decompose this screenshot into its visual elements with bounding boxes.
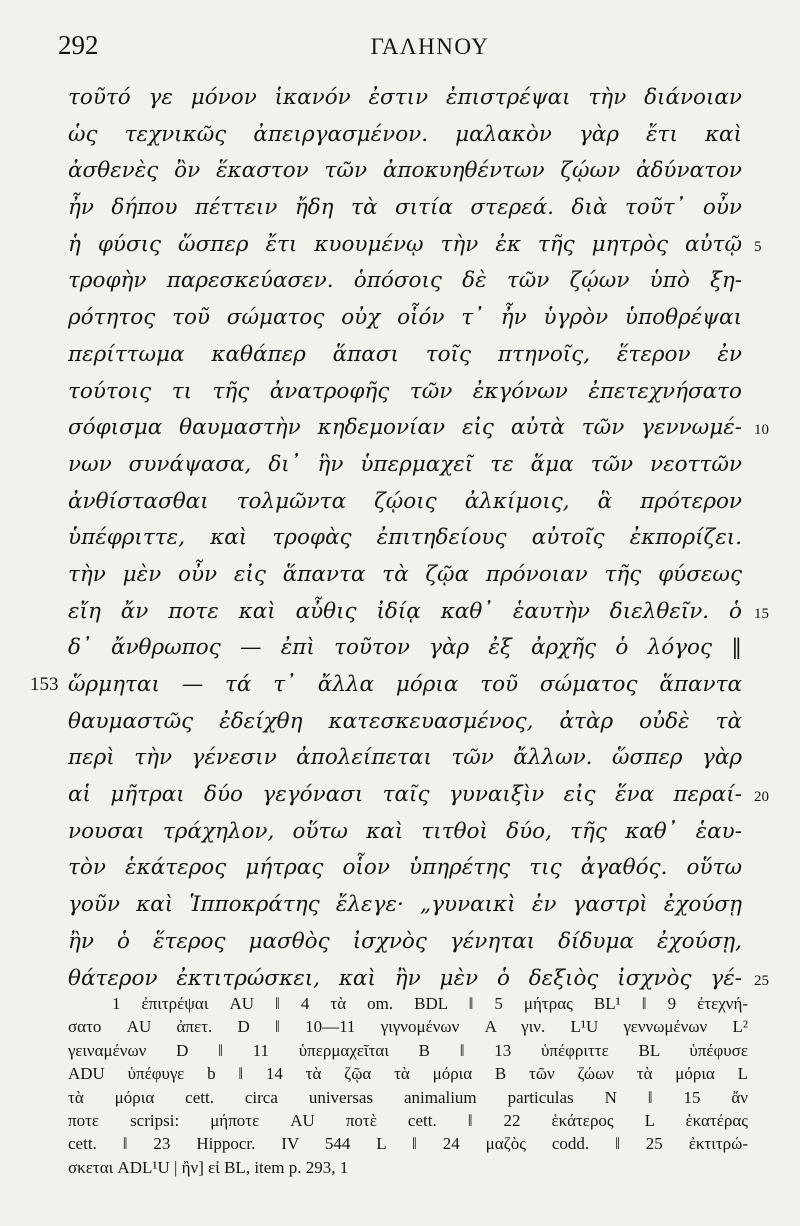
apparatus-text: ποτε scripsi: μήποτε AU ποτὲ cett. ‖ 22 ἑκάτερος L ἑκατέρας bbox=[68, 1110, 748, 1130]
text-line bbox=[0, 814, 800, 851]
main-text bbox=[0, 80, 800, 997]
line-number: 10 bbox=[754, 422, 769, 439]
line-text: ρότητος τοῦ σώματος οὐχ οἷόν τ᾽ ἦν ὑγρὸν ὑποθρέψαι bbox=[68, 305, 742, 331]
text-line bbox=[0, 190, 800, 227]
apparatus-line bbox=[0, 1132, 800, 1155]
text-line bbox=[0, 374, 800, 411]
text-line bbox=[0, 117, 800, 154]
page-header bbox=[0, 28, 800, 68]
line-text: δ᾽ ἄνθρωπος — ἐπὶ τοῦτον γὰρ ἐξ ἀρχῆς ὁ λόγος ‖ bbox=[68, 635, 742, 661]
line-number: 20 bbox=[754, 789, 769, 806]
apparatus-line bbox=[0, 1039, 800, 1062]
line-text: γοῦν καὶ Ἱπποκράτης ἔλεγε· „γυναικὶ ἐν γαστρὶ ἐχούσῃ bbox=[68, 892, 742, 918]
line-text: αἱ μῆτραι δύο γεγόνασι ταῖς γυναιξὶν εἰς ἕνα περαί- bbox=[68, 782, 742, 808]
text-line bbox=[0, 227, 800, 264]
text-line bbox=[0, 740, 800, 777]
line-number: 25 bbox=[754, 972, 769, 989]
line-text: νουσαι τράχηλον, οὕτω καὶ τιτθοὶ δύο, τῆς καθ᾽ ἑαυ- bbox=[68, 818, 742, 844]
apparatus-text: σκεται ADL¹U | ἢν] εἰ BL, item p. 293, 1 bbox=[68, 1157, 349, 1177]
text-line bbox=[0, 667, 800, 704]
line-text: ἦν δήπου πέττειν ἤδη τὰ σιτία στερεά. διὰ τοῦτ᾽ οὖν bbox=[68, 195, 742, 221]
text-line bbox=[0, 300, 800, 337]
line-text: νων συνάψασα, δι᾽ ἣν ὑπερμαχεῖ τε ἅμα τῶν νεοττῶν bbox=[68, 451, 742, 477]
line-text: ὡς τεχνικῶς ἀπειργασμένον. μαλακὸν γὰρ ἔτι καὶ bbox=[68, 121, 742, 147]
line-text: τούτοις τι τῆς ἀνατροφῆς τῶν ἐκγόνων ἐπετεχνήσατο bbox=[68, 378, 742, 404]
line-text: ἡ φύσις ὥσπερ ἔτι κυουμένῳ τὴν ἐκ τῆς μητρὸς αὐτῷ bbox=[68, 231, 742, 257]
line-text: ὑπέφριττε, καὶ τροφὰς ἐπιτηδείους αὐτοῖς ἐκπορίζει. bbox=[68, 525, 742, 551]
line-text: τροφὴν παρεσκεύασεν. ὁπόσοις δὲ τῶν ζῴων ὑπὸ ξη- bbox=[68, 268, 742, 294]
apparatus-text: γειναμένων D ‖ 11 ὑπερμαχεῖται B ‖ 13 ὑπέφριττε BL ὑπέφυσε bbox=[68, 1040, 748, 1060]
line-text: τὴν μὲν οὖν εἰς ἅπαντα τὰ ζῷα πρόνοιαν τῆς φύσεως bbox=[68, 561, 742, 587]
line-text: περίττωμα καθάπερ ἅπασι τοῖς πτηνοῖς, ἕτερον ἐν bbox=[68, 341, 742, 367]
line-text: εἴη ἄν ποτε καὶ αὖθις ἰδίᾳ καθ᾽ ἑαυτὴν διελθεῖν. ὁ bbox=[68, 598, 742, 624]
line-text: τὸν ἑκάτερος μήτρας οἷον ὑπηρέτης τις ἀγαθός. οὕτω bbox=[68, 855, 742, 881]
margin-page-marker: 153 bbox=[30, 674, 59, 695]
apparatus-line bbox=[0, 1156, 800, 1179]
page-number: 292 bbox=[58, 30, 99, 60]
apparatus-line bbox=[0, 1109, 800, 1132]
text-line bbox=[0, 410, 800, 447]
text-line bbox=[0, 777, 800, 814]
text-line bbox=[0, 263, 800, 300]
apparatus-line bbox=[0, 1086, 800, 1109]
apparatus-text: 1 ἐπιτρέψαι AU ‖ 4 τὰ om. BDL ‖ 5 μήτρας BL¹ ‖ 9 ἐτεχνή- bbox=[112, 994, 748, 1013]
running-title: ΓΑΛΗΝΟΥ bbox=[370, 34, 490, 59]
line-text: ὥρμηται — τά τ᾽ ἄλλα μόρια τοῦ σώματος ἅπαντα bbox=[68, 672, 742, 697]
text-line bbox=[0, 924, 800, 961]
text-line bbox=[0, 704, 800, 741]
text-line bbox=[0, 447, 800, 484]
apparatus-line bbox=[0, 992, 800, 1015]
line-text: θαυμαστῶς ἐδείχθη κατεσκευασμένος, ἀτὰρ οὐδὲ τὰ bbox=[68, 708, 742, 734]
line-text: περὶ τὴν γένεσιν ἀπολείπεται τῶν ἄλλων. ὥσπερ γὰρ bbox=[68, 745, 742, 771]
text-line bbox=[0, 594, 800, 631]
line-text: σόφισμα θαυμαστὴν κηδεμονίαν εἰς αὐτὰ τῶν γεννωμέ- bbox=[68, 415, 742, 441]
line-text: ἢν ὁ ἕτερος μασθὸς ἰσχνὸς γένηται δίδυμα ἐχούσῃ, bbox=[68, 928, 742, 954]
apparatus-text: ADU ὑπέφυγε b ‖ 14 τὰ ζῷα τὰ μόρια B τῶν ζώων τὰ μόρια L bbox=[68, 1064, 748, 1084]
text-line bbox=[0, 557, 800, 594]
text-line bbox=[0, 484, 800, 521]
text-line bbox=[0, 850, 800, 887]
line-number: 15 bbox=[754, 605, 769, 622]
apparatus-line bbox=[0, 1015, 800, 1038]
line-text: ἀσθενὲς ὂν ἕκαστον τῶν ἀποκυηθέντων ζῴων ἀδύνατον bbox=[68, 158, 742, 184]
line-number: 5 bbox=[754, 238, 762, 255]
critical-apparatus bbox=[0, 992, 800, 1179]
text-line bbox=[0, 80, 800, 117]
line-text: θάτερον ἐκτιτρώσκει, καὶ ἢν μὲν ὁ δεξιὸς ἰσχνὸς γέ- bbox=[68, 965, 742, 991]
text-line bbox=[0, 337, 800, 374]
apparatus-line bbox=[0, 1062, 800, 1085]
text-line bbox=[0, 630, 800, 667]
line-text: ἀνθίστασθαι τολμῶντα ζῴοις ἀλκίμοις, ἃ πρότερον bbox=[68, 488, 742, 514]
apparatus-text: σατο AU ἀπετ. D ‖ 10—11 γιγνομένων A γιν. L¹U γεννωμένων L² bbox=[68, 1017, 748, 1037]
text-line bbox=[0, 520, 800, 557]
apparatus-text: τὰ μόρια cett. circa universas animalium particulas N ‖ 15 ἄν bbox=[68, 1087, 748, 1107]
apparatus-text: cett. ‖ 23 Hippocr. IV 544 L ‖ 24 μαζὸς codd. ‖ 25 ἐκτιτρώ- bbox=[68, 1134, 748, 1154]
text-line bbox=[0, 887, 800, 924]
line-text: τοῦτό γε μόνον ἱκανόν ἐστιν ἐπιστρέψαι τὴν διάνοιαν bbox=[68, 85, 742, 110]
text-line bbox=[0, 153, 800, 190]
